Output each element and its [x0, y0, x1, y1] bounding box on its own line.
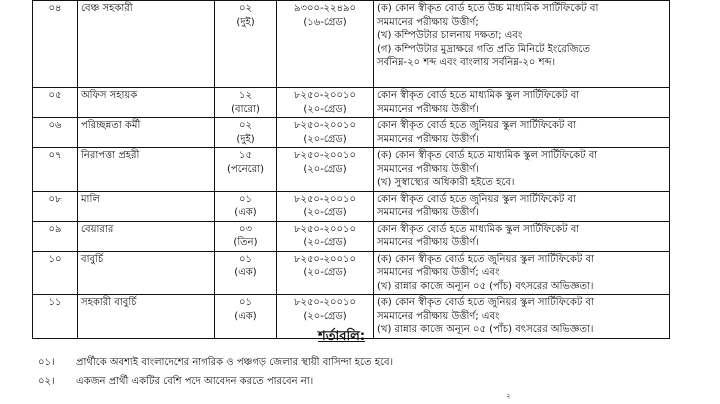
- serial-number: ১০: [48, 253, 62, 265]
- pay-grade: (২০-গ্রেড): [303, 163, 347, 175]
- condition-number: ০২।: [38, 376, 55, 387]
- post-quantity: ১২: [239, 90, 252, 101]
- qualification-line: (ক) কোন স্বীকৃত বোর্ড হতে মাধ্যমিক স্কুল সার্টিফিকেট বা: [377, 150, 598, 161]
- post-quantity-words: (পনেরো): [227, 163, 264, 175]
- serial-cell: [33, 88, 78, 118]
- post-name: মালি: [81, 193, 100, 205]
- quantity-cell: [215, 251, 277, 295]
- post-quantity-words: (এক): [234, 310, 257, 322]
- qualification-line: সমমানের পরীক্ষায় উত্তীর্ণ।: [377, 133, 479, 145]
- qualification-cell: [374, 295, 670, 339]
- pay-scale-cell: [277, 191, 374, 221]
- condition-text: প্রার্থীকে অবশ্যই বাংলাদেশের নাগরিক ও পঞ্চগড় জেলার স্থায়ী বাসিন্দা হতে হবে।: [76, 357, 394, 368]
- serial-cell: [33, 295, 78, 339]
- post-name: বেয়ারার: [81, 223, 114, 235]
- qualification-line: সমমানের পরীক্ষায় উত্তীর্ণ।: [377, 237, 479, 248]
- qualification-cell: [374, 191, 670, 221]
- quantity-cell: [215, 118, 277, 148]
- post-quantity: ০১: [239, 297, 252, 308]
- post-quantity-words: (তিন): [233, 237, 258, 248]
- pay-grade: (২০-গ্রেড): [303, 207, 347, 218]
- qualification-line: কোন স্বীকৃত বোর্ড হতে মাধ্যমিক স্কুল সার্টিফিকেট বা: [377, 90, 580, 101]
- post-table: [32, 0, 670, 339]
- qualification-line: সমমানের পরীক্ষায় উত্তীর্ণ।: [377, 103, 479, 115]
- table-row: [33, 88, 670, 118]
- quantity-cell: [215, 88, 277, 118]
- serial-cell: [33, 148, 78, 192]
- quantity-cell: [215, 1, 277, 88]
- qualification-line: (খ) রান্নার কাজে অন্যূন ০৫ (পাঁচ) বৎসরের অভিজ্ঞতা।: [377, 324, 594, 335]
- post-name-cell: [78, 295, 215, 339]
- qualification-line: সমমানের পরীক্ষায় উত্তীর্ণ; এবং: [377, 267, 500, 278]
- pay-grade: (১৬-গ্রেড): [303, 16, 347, 28]
- post-name-cell: [78, 88, 215, 118]
- post-name-cell: [78, 251, 215, 295]
- post-quantity: ০২: [238, 120, 252, 131]
- condition-number: ০১।: [38, 357, 55, 368]
- post-name-cell: [78, 191, 215, 221]
- post-name-cell: [78, 148, 215, 192]
- pay-grade: (২০-গ্রেড): [303, 267, 347, 278]
- serial-number: ০৮: [48, 193, 62, 205]
- post-name: বেঞ্চ সহকারী: [81, 3, 133, 14]
- serial-cell: [33, 221, 78, 251]
- qualification-line: (খ) সুস্বাস্থ্যের অধিকারী হইতে হবে।: [377, 177, 515, 188]
- quantity-cell: [215, 191, 277, 221]
- post-quantity: ০১: [239, 253, 252, 265]
- serial-number: ১১: [48, 297, 62, 308]
- serial-number: ০৫: [48, 90, 62, 101]
- post-quantity: ০২: [238, 3, 252, 14]
- qualification-cell: [374, 118, 670, 148]
- post-table-body: [33, 1, 670, 339]
- table-row: [33, 1, 670, 88]
- qualification-cell: [374, 88, 670, 118]
- serial-number: ০৭: [48, 150, 62, 161]
- qualification-line: (ক) কোন স্বীকৃত বোর্ড হতে উচ্চ মাধ্যমিক সার্টিফিকেট বা: [377, 3, 599, 14]
- qualification-line: (ক) কোন স্বীকৃত বোর্ড হতে জুনিয়র স্কুল সার্টিফিকেট বা: [377, 253, 594, 265]
- pay-scale: ৮২৫০-২০০১০: [293, 253, 357, 265]
- post-name: অফিস সহায়ক: [81, 90, 138, 101]
- quantity-cell: [215, 295, 277, 339]
- qualification-line: সমমানের পরীক্ষায় উত্তীর্ণ।: [377, 207, 479, 218]
- pay-scale-cell: [277, 1, 374, 88]
- pay-grade: (২০-গ্রেড): [303, 237, 347, 248]
- serial-cell: [33, 191, 78, 221]
- pay-scale-cell: [277, 88, 374, 118]
- condition-text: একজন প্রার্থী একটির বেশি পদে আবেদন করতে পারবেন না।: [76, 376, 314, 387]
- table-row: [33, 118, 670, 148]
- serial-number: ০৪: [48, 3, 62, 14]
- post-name: পরিচ্ছন্নতা কর্মী: [81, 120, 141, 131]
- quantity-cell: [215, 148, 277, 192]
- serial-cell: [33, 251, 78, 295]
- pay-scale: ৯৩০০-২২৪৯০: [293, 3, 357, 14]
- post-quantity-words: (এক): [234, 207, 257, 218]
- pay-grade: (২০-গ্রেড): [303, 133, 347, 145]
- qualification-cell: [374, 251, 670, 295]
- table-row: [33, 251, 670, 295]
- qualification-line: কোন স্বীকৃত বোর্ড হতে জুনিয়র স্কুল সার্টিফিকেট বা: [377, 193, 577, 205]
- pay-scale-cell: [277, 221, 374, 251]
- serial-cell: [33, 1, 78, 88]
- table-row: [33, 148, 670, 192]
- pay-scale-cell: [277, 148, 374, 192]
- pay-scale: ৮২৫০-২০০১০: [293, 90, 357, 101]
- pay-scale-cell: [277, 118, 374, 148]
- qualification-line: সর্বনিম্ন-২০ শব্দ এবং বাংলায় সর্বনিম্ন-২০ শব্দ।: [377, 57, 556, 68]
- qualification-line: (খ) কম্পিউটার চালনায় দক্ষতা; এবং: [377, 30, 523, 41]
- pay-grade: (২০-গ্রেড): [303, 310, 347, 322]
- condition-item: [38, 355, 393, 372]
- quantity-cell: [215, 221, 277, 251]
- pay-scale: ৮২৫০-২০০১০: [293, 150, 357, 161]
- qualification-cell: [374, 221, 670, 251]
- post-name-cell: [78, 118, 215, 148]
- pay-scale: ৮২৫০-২০০১০: [293, 223, 357, 235]
- qualification-line: (ক) কোন স্বীকৃত বোর্ড হতে জুনিয়র স্কুল সার্টিফিকেট বা: [377, 297, 594, 308]
- qualification-line: (গ) কম্পিউটার মুদ্রাক্ষরে গতি প্রতি মিনিটে ইংরেজিতে: [377, 43, 591, 55]
- pay-scale: ৮২৫০-২০০১০: [293, 120, 357, 131]
- post-name-cell: [78, 1, 215, 88]
- post-quantity: ১৫: [239, 150, 252, 161]
- qualification-line: (খ) রান্নার কাজে অন্যূন ০৫ (পাঁচ) বৎসরের অভিজ্ঞতা।: [377, 280, 594, 292]
- post-quantity-words: (এক): [234, 267, 257, 278]
- post-name: সহকারী বাবুর্চি: [81, 297, 137, 308]
- table-row: [33, 191, 670, 221]
- qualification-line: সমমানের পরীক্ষায় উত্তীর্ণ;: [377, 16, 479, 28]
- qualification-line: সমমানের পরীক্ষায় উত্তীর্ণ।: [377, 163, 479, 175]
- pay-scale-cell: [277, 251, 374, 295]
- post-name: নিরাপত্তা প্রহরী: [81, 150, 140, 161]
- condition-item: [38, 374, 313, 391]
- qualification-cell: [374, 148, 670, 192]
- serial-number: ০৬: [48, 120, 62, 131]
- post-quantity: ০১: [239, 193, 252, 205]
- post-quantity-words: (দুই): [236, 16, 255, 28]
- qualification-line: সমমানের পরীক্ষায় উত্তীর্ণ; এবং: [377, 310, 500, 322]
- qualification-line: কোন স্বীকৃত বোর্ড হতে মাধ্যমিক স্কুল সার্টিফিকেট বা: [377, 223, 580, 235]
- qualification-line: কোন স্বীকৃত বোর্ড হতে জুনিয়র স্কুল সার্টিফিকেট বা: [377, 120, 577, 131]
- conditions-heading: শর্তাবলি:: [318, 329, 366, 344]
- pay-grade: (২০-গ্রেড): [303, 103, 347, 115]
- post-quantity-words: (দুই): [236, 133, 255, 145]
- post-name: বাবুর্চি: [81, 253, 104, 265]
- page-number: ২: [506, 392, 511, 400]
- post-name-cell: [78, 221, 215, 251]
- table-row: [33, 221, 670, 251]
- serial-number: ০৯: [48, 223, 62, 235]
- serial-cell: [33, 118, 78, 148]
- post-quantity: ০৩: [238, 223, 252, 235]
- qualification-cell: [374, 1, 670, 88]
- pay-scale: ৮২৫০-২০০১০: [293, 193, 357, 205]
- post-quantity-words: (বারো): [231, 103, 260, 115]
- pay-scale: ৮২৫০-২০০১০: [293, 297, 357, 308]
